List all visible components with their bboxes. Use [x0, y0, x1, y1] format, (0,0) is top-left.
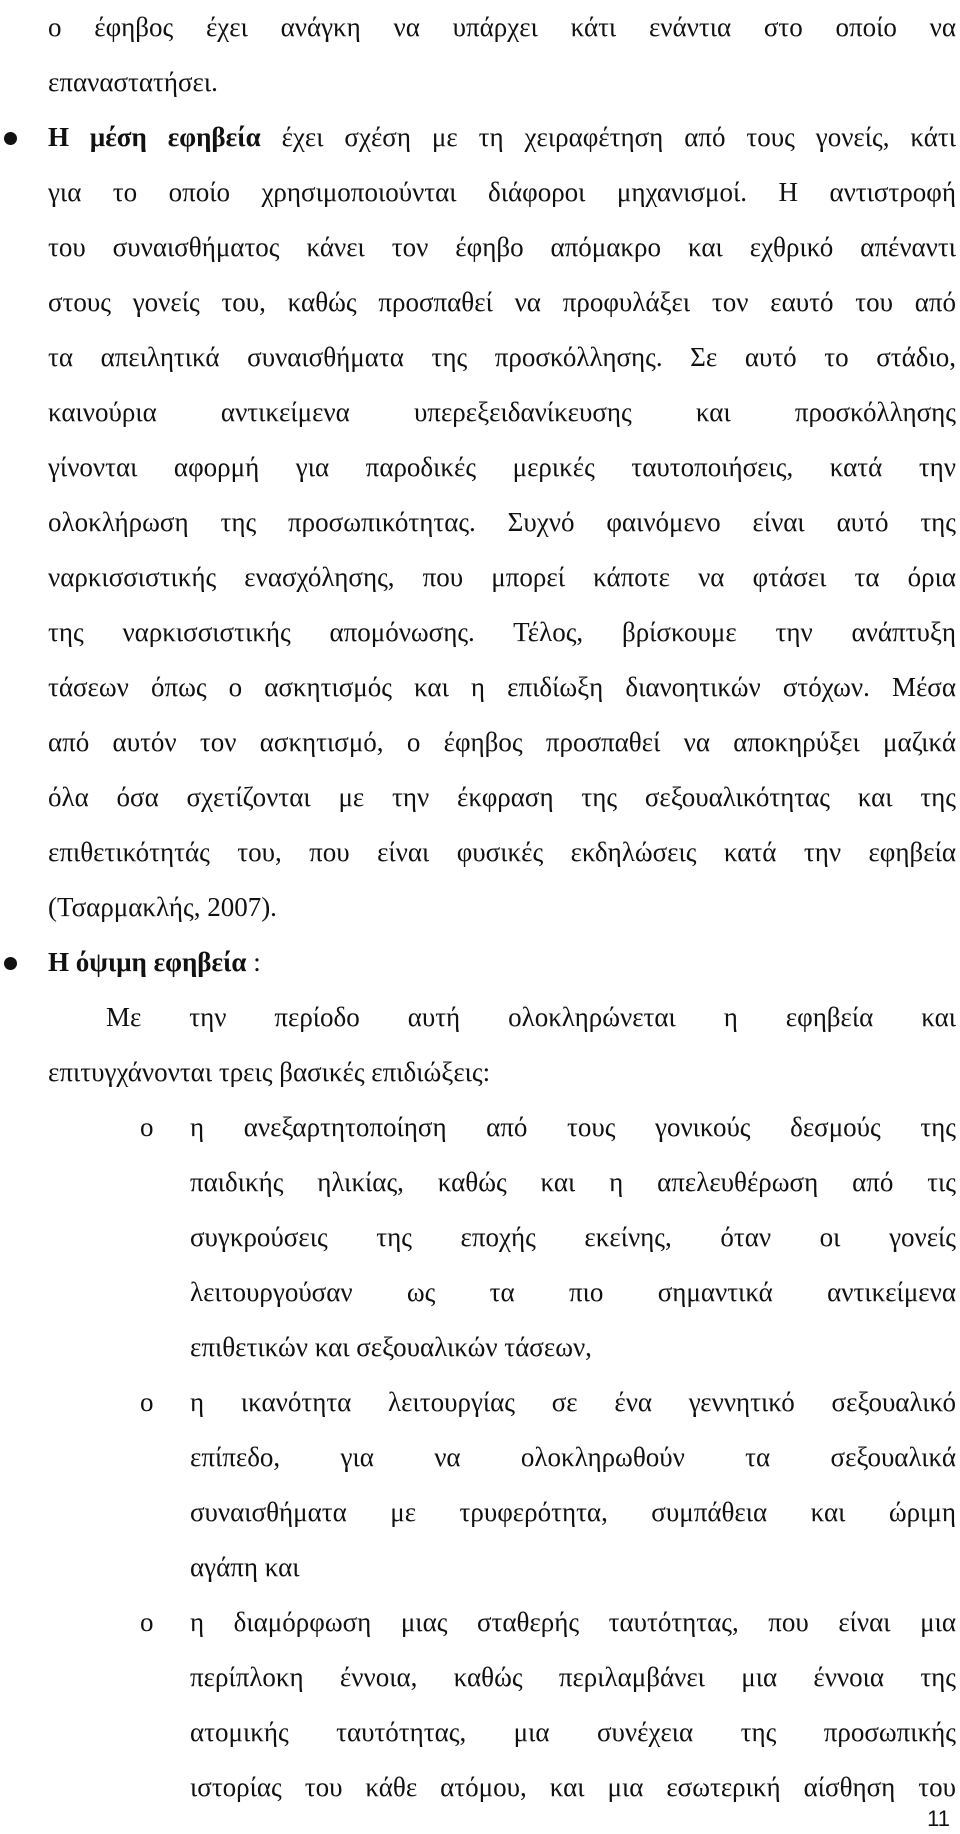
list-item [140, 1375, 956, 1595]
text-line: συγκρούσεις της εποχής εκείνης, όταν οι γονείς [190, 1222, 956, 1252]
text-line: ο έφηβος έχει ανάγκη να υπάρχει κάτι ενάντια στο οποίο να [48, 12, 956, 42]
text-line: από αυτόν τον ασκητισμό, ο έφηβος προσπαθεί να αποκηρύξει μαζικά [48, 727, 956, 757]
bullet-middle-adolescence [48, 110, 956, 935]
text-span: : [246, 947, 261, 977]
section-heading: Η όψιμη εφηβεία [48, 947, 247, 977]
text-line: παιδικής ηλικίας, καθώς και η απελευθέρωση από τις [190, 1167, 956, 1197]
document-page [48, 0, 956, 1815]
section-heading: Η μέση εφηβεία [48, 122, 261, 152]
text-line: επιθετικών και σεξουαλικών τάσεων, [190, 1332, 592, 1362]
text-line: της ναρκισσιστικής απομόνωσης. Τέλος, βρίσκουμε την ανάπτυξη [48, 617, 956, 647]
text-line: τα απειλητικά συναισθήματα της προσκόλλησης. Σε αυτό το στάδιο, [48, 342, 956, 372]
list-marker: o [140, 1112, 154, 1142]
text-line: επιτυγχάνονται τρεις βασικές επιδιώξεις: [48, 1057, 491, 1087]
text-line: ολοκλήρωση της προσωπικότητας. Συχνό φαινόμενο είναι αυτό της [48, 507, 956, 537]
bullet-dot-icon [4, 957, 17, 970]
list-marker: o [140, 1387, 154, 1417]
text-line: για το οποίο χρησιμοποιούνται διάφοροι μηχανισμοί. Η αντιστροφή [48, 177, 956, 207]
text-line: στους γονείς του, καθώς προσπαθεί να προφυλάξει τον εαυτό του από [48, 287, 956, 317]
text-line: όλα όσα σχετίζονται με την έκφραση της σεξουαλικότητας και της [48, 782, 956, 812]
text-line [48, 935, 956, 990]
text-line: επιθετικότητάς του, που είναι φυσικές εκδηλώσεις κατά την εφηβεία [48, 837, 956, 867]
text-line: (Τσαρμακλής, 2007). [48, 892, 277, 922]
text-line: ατομικής ταυτότητας, μια συνέχεια της προσωπικής [190, 1717, 956, 1747]
text-line: ιστορίας του κάθε ατόμου, και μια εσωτερική αίσθηση του [190, 1772, 956, 1802]
sub-list [48, 1100, 956, 1815]
text-line: αγάπη και [190, 1552, 300, 1582]
text-line: περίπλοκη έννοια, καθώς περιλαμβάνει μια έννοια της [190, 1662, 956, 1692]
text-line: η ανεξαρτητοποίηση από τους γονικούς δεσμούς της [190, 1112, 956, 1142]
text-line: επίπεδο, για να ολοκληρωθούν τα σεξουαλικά [190, 1442, 956, 1472]
bullet-dot-icon [4, 132, 17, 145]
bullet-late-adolescence [48, 935, 956, 990]
text-line: του συναισθήματος κάνει τον έφηβο απόμακρο και εχθρικό απέναντι [48, 232, 956, 262]
text-line: λειτουργούσαν ως τα πιο σημαντικά αντικείμενα [190, 1277, 956, 1307]
text-line: τάσεων όπως ο ασκητισμός και η επιδίωξη διανοητικών στόχων. Μέσα [48, 672, 956, 702]
page-number: 11 [927, 1806, 950, 1831]
text-line: η διαμόρφωση μιας σταθερής ταυτότητας, που είναι μια [190, 1607, 956, 1637]
late-adolescence-paragraph [48, 990, 956, 1100]
text-line: επαναστατήσει. [48, 67, 218, 97]
text-line: η ικανότητα λειτουργίας σε ένα γεννητικό σεξουαλικό [190, 1387, 956, 1417]
text-line: γίνονται αφορμή για παροδικές μερικές ταυτοποιήσεις, κατά την [48, 452, 956, 482]
intro-paragraph [48, 0, 956, 110]
text-line: Με την περίοδο αυτή ολοκληρώνεται η εφηβεία και [106, 1002, 956, 1032]
text-line [48, 110, 956, 165]
list-marker: o [140, 1607, 154, 1637]
text-line: συναισθήματα με τρυφερότητα, συμπάθεια και ώριμη [190, 1497, 956, 1527]
text-span: έχει σχέση με τη χειραφέτηση από τους γονείς, κάτι [260, 122, 957, 152]
text-line: ναρκισσιστικής ενασχόλησης, που μπορεί κάποτε να φτάσει τα όρια [48, 562, 956, 592]
list-item [140, 1595, 956, 1815]
text-line: καινούρια αντικείμενα υπερεξειδανίκευσης και προσκόλλησης [48, 397, 956, 427]
list-item [140, 1100, 956, 1375]
